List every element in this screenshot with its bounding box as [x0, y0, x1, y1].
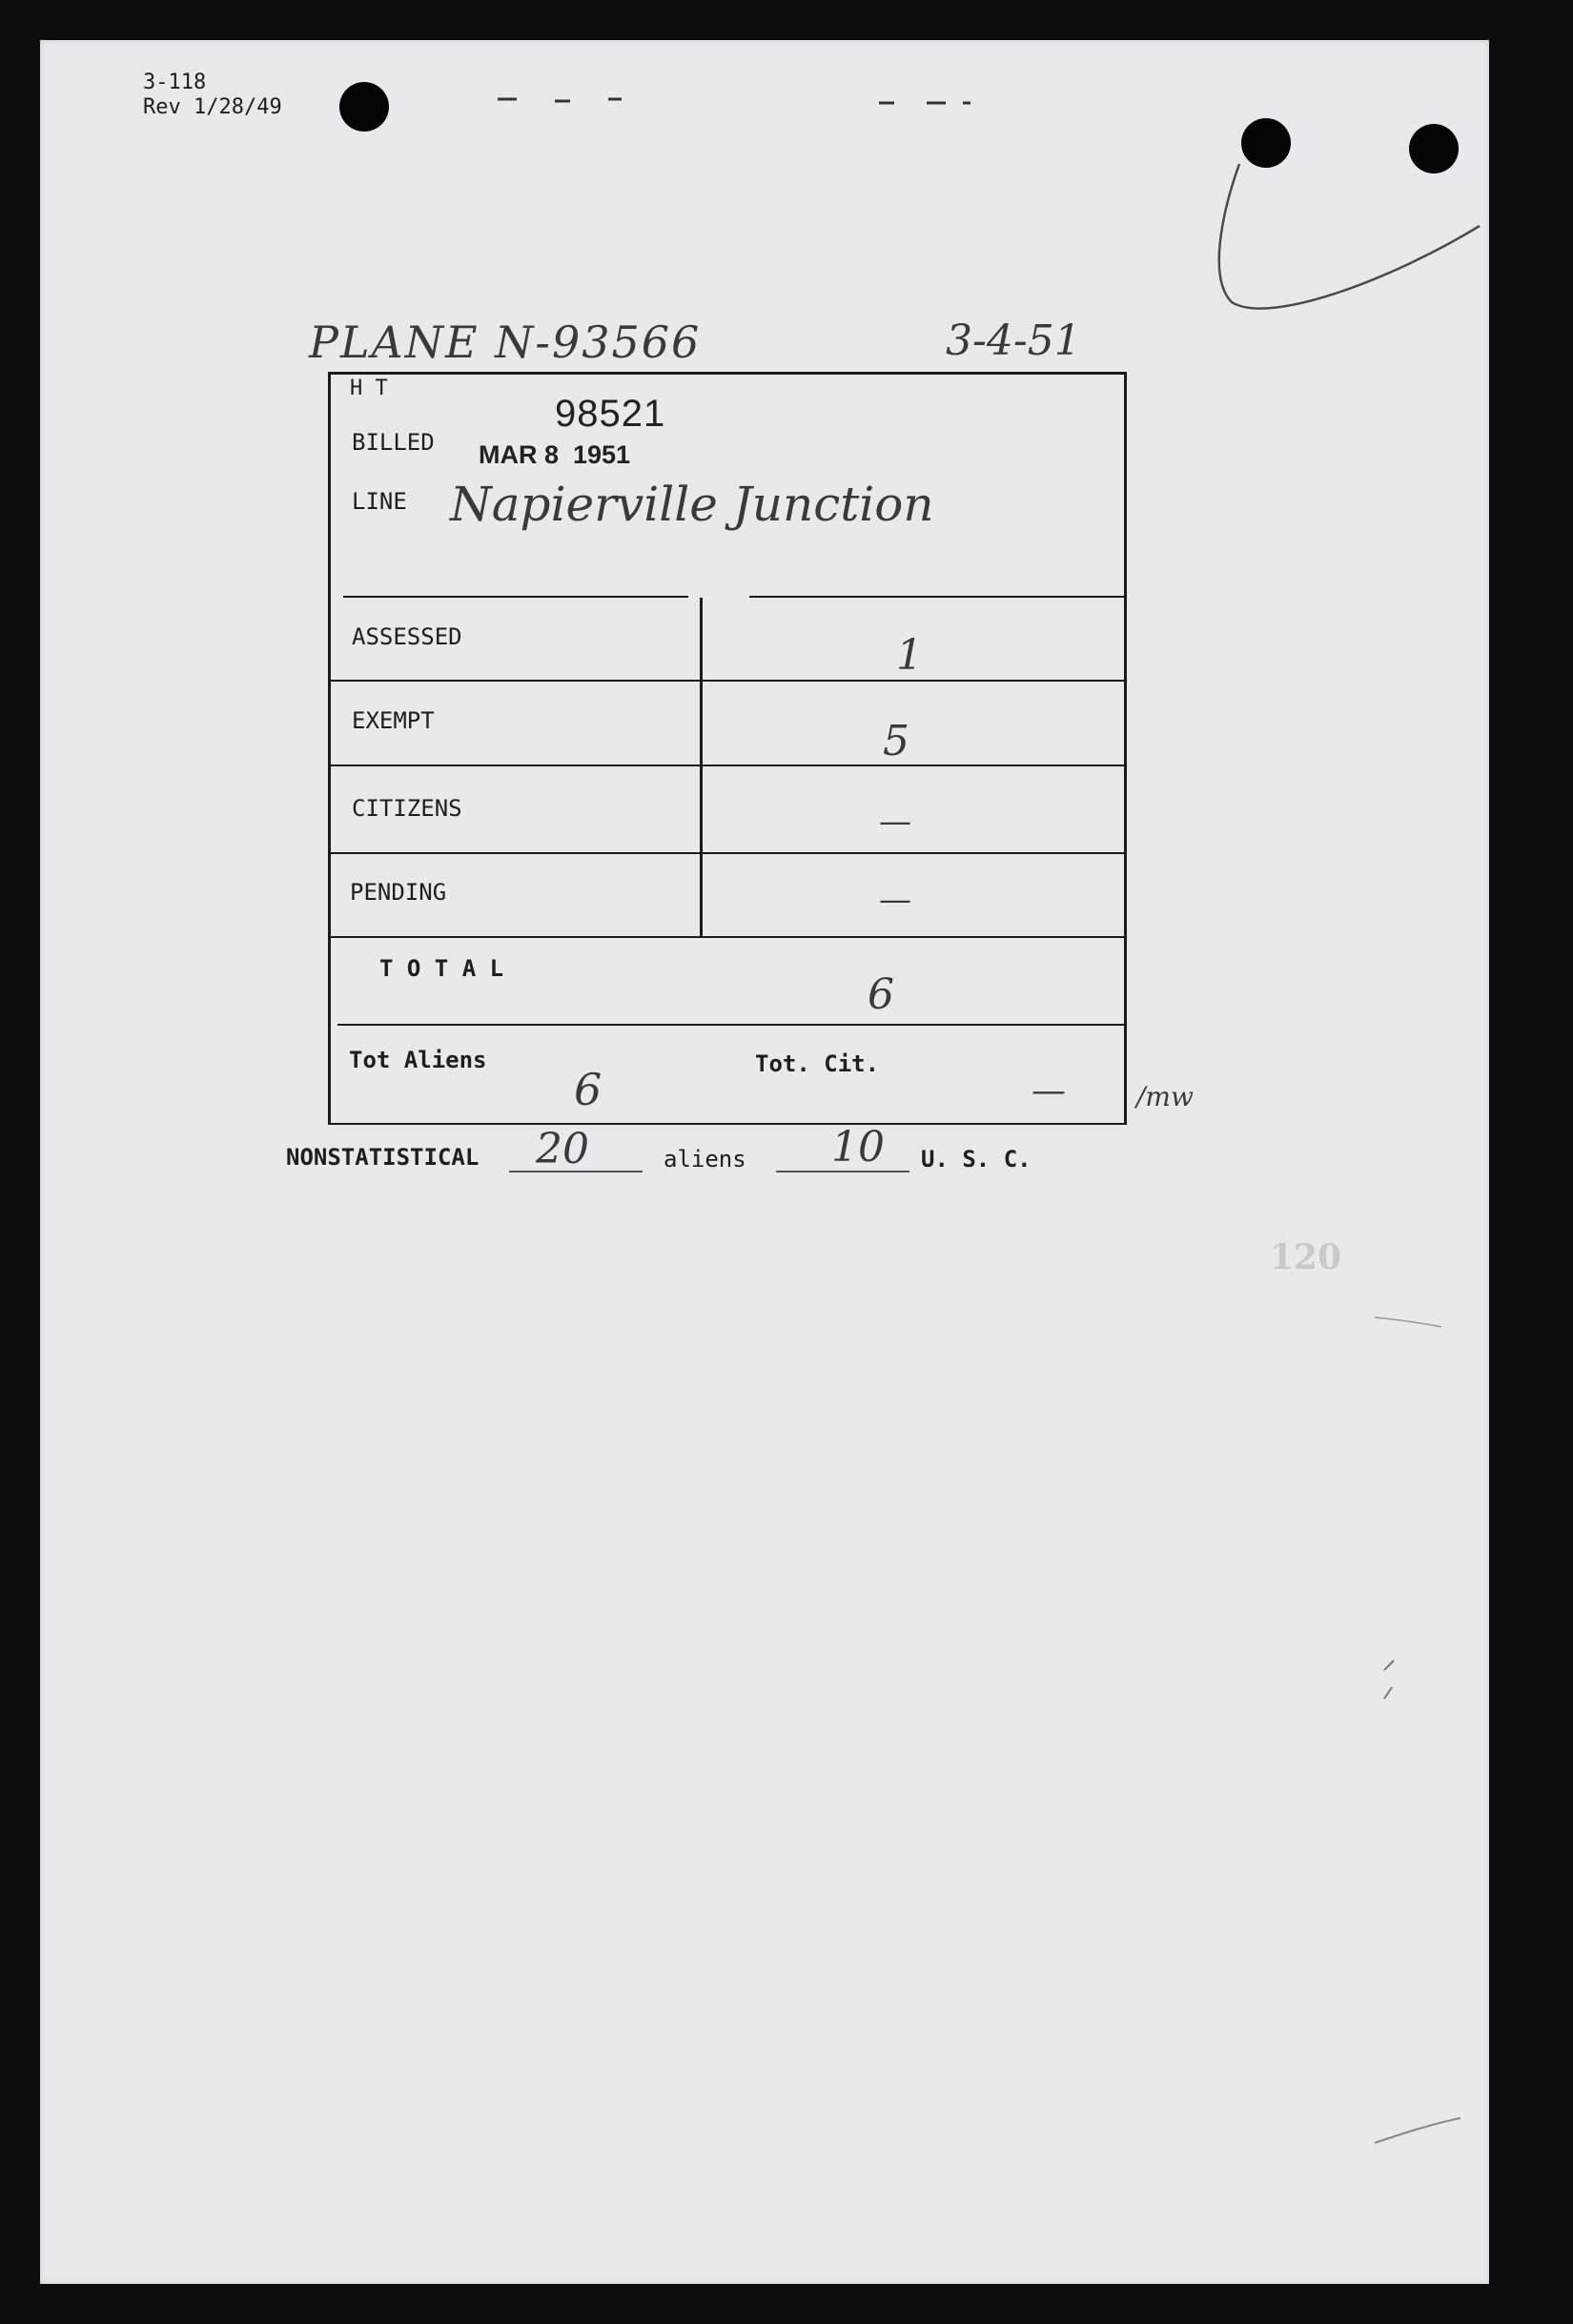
tot-cit-value: — [1032, 1071, 1066, 1111]
ht-number: 98521 [555, 393, 666, 435]
row-value-pending: — [879, 881, 911, 919]
line-label: LINE [352, 488, 407, 515]
nonstatistical-usc-label: U. S. C. [921, 1146, 1032, 1172]
row-label-pending: PENDING [350, 879, 447, 906]
box-right-border [1124, 372, 1127, 1125]
row-value-assessed: 1 [896, 631, 923, 680]
initials: /mw [1136, 1081, 1194, 1112]
row-value-citizens: — [879, 803, 911, 841]
row-label-assessed: ASSESSED [352, 623, 462, 650]
billed-label: BILLED [352, 429, 435, 456]
box-left-border [328, 372, 331, 1125]
row-divider [328, 680, 1127, 682]
plane-number: PLANE N-93566 [309, 316, 702, 368]
tot-aliens-label: Tot Aliens [349, 1047, 487, 1073]
row-label-citizens: CITIZENS [352, 795, 462, 822]
nonstatistical-usc-value: 10 [831, 1123, 885, 1172]
column-divider [700, 598, 703, 937]
document-page [40, 40, 1489, 2284]
form-number: 3-118 [143, 71, 207, 94]
box-top-border [328, 372, 1127, 375]
tot-aliens-value: 6 [574, 1064, 603, 1115]
pencil-marks [40, 40, 1489, 2284]
row-divider [328, 764, 1127, 766]
row-divider [337, 1024, 1127, 1026]
section-divider [749, 596, 1127, 598]
total-value: 6 [868, 970, 894, 1019]
row-value-exempt: 5 [883, 717, 909, 765]
billed-stamp: MAR 8 1951 [479, 440, 631, 469]
nonstatistical-aliens-label: aliens [664, 1146, 746, 1172]
section-divider [343, 596, 688, 598]
line-value: Napierville Junction [450, 477, 934, 532]
nonstatistical-label: NONSTATISTICAL [286, 1144, 480, 1171]
total-label: T O T A L [379, 955, 504, 982]
tot-cit-label: Tot. Cit. [755, 1050, 880, 1077]
nonstatistical-aliens-value: 20 [536, 1125, 589, 1173]
page-number: 120 [1270, 1237, 1342, 1277]
row-label-exempt: EXEMPT [352, 707, 435, 734]
box-bottom-border [328, 1123, 1127, 1125]
ht-label: H T [350, 377, 388, 400]
form-revision: Rev 1/28/49 [143, 95, 282, 119]
header-date: 3-4-51 [946, 316, 1081, 365]
row-divider [328, 852, 1127, 854]
row-divider [328, 936, 1127, 938]
